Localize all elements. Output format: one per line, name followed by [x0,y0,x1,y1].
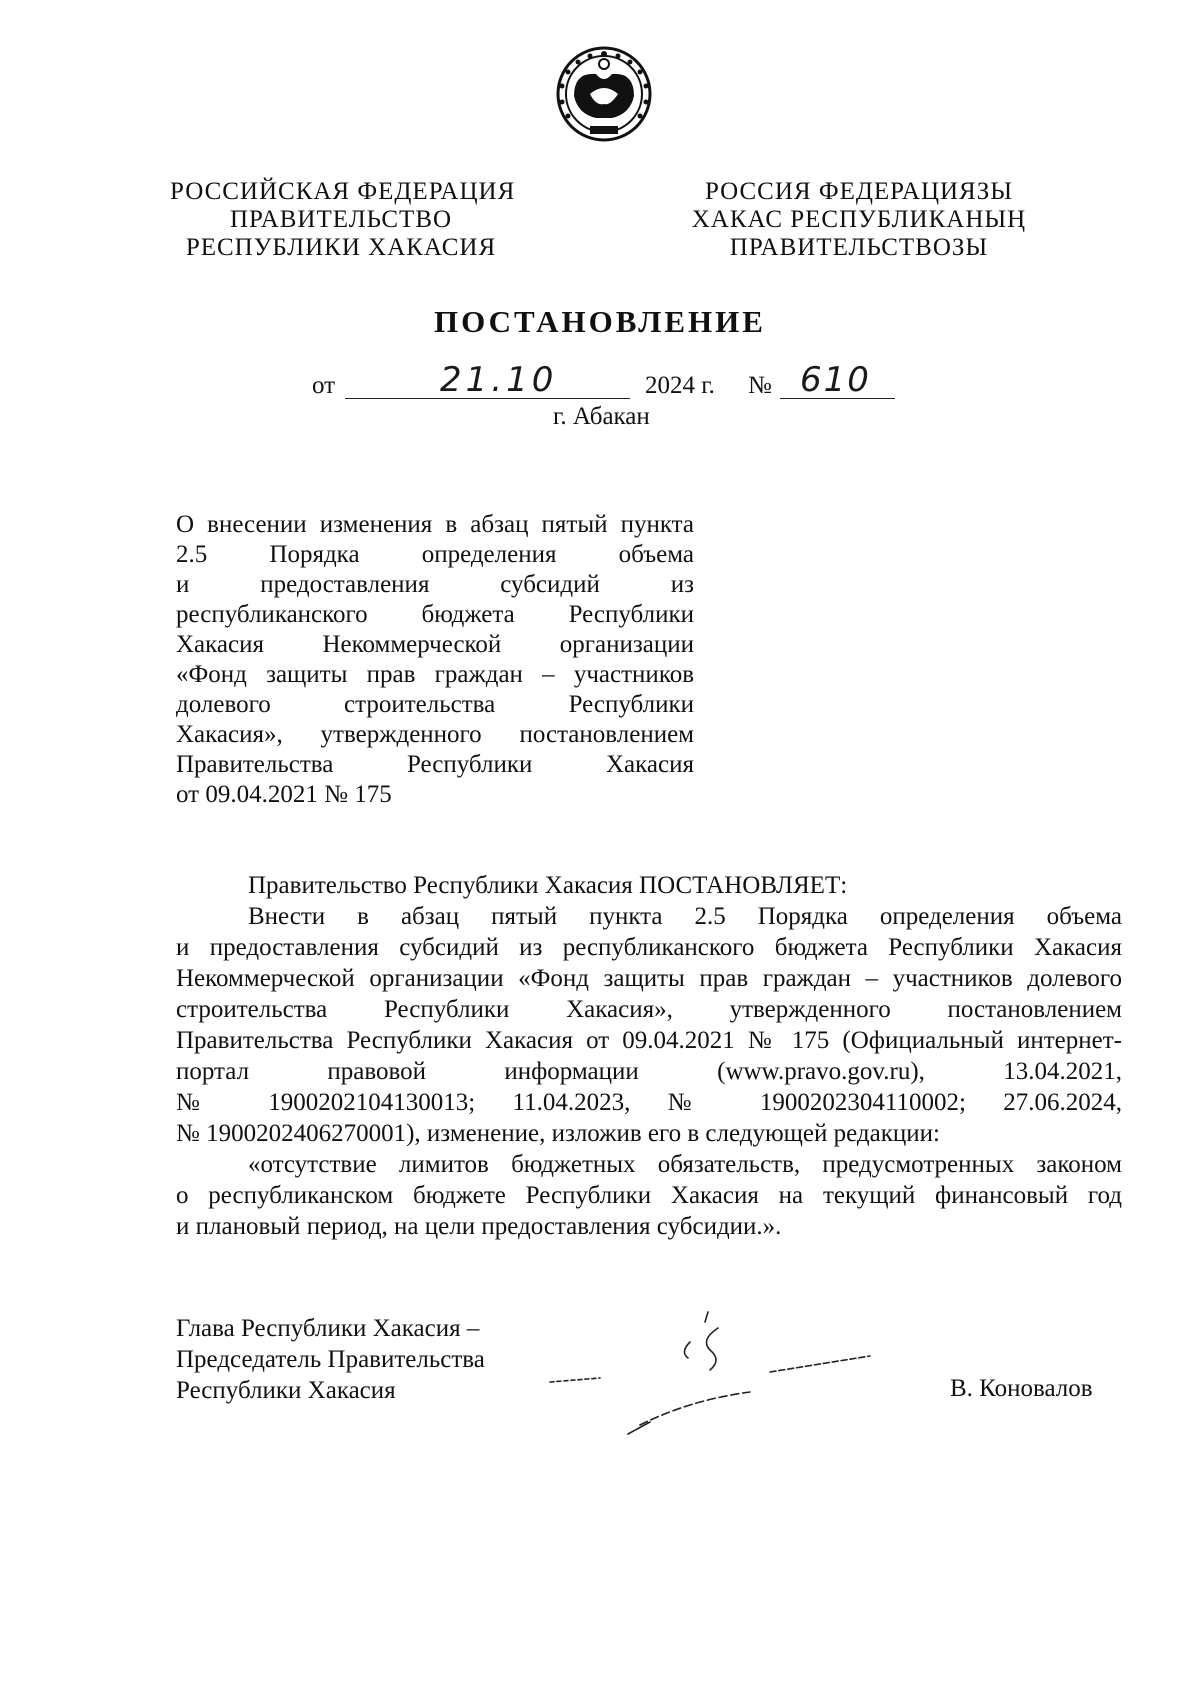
document-title: ПОСТАНОВЛЕНИЕ [434,304,766,339]
header-right [688,178,1030,262]
body-line: Правительства Республики Хакасия от 09.04.2021 № 175 (Официальный интернет- [176,1027,1122,1054]
body-line: портал правовой информации (www.pravo.gov.ru), 13.04.2021, [176,1058,1122,1085]
body-line: и плановый период, на цели предоставления субсидии.». [176,1213,782,1240]
body-line: строительства Республики Хакасия», утвержденного постановлением [176,996,1122,1023]
preamble: Правительство Республики Хакасия ПОСТАНОВЛЯЕТ: [248,872,848,899]
header-left-line-3: РЕСПУБЛИКИ ХАКАСИЯ [185,234,497,261]
subject-line: О внесении изменения в абзац пятый пункта [176,511,694,538]
body-line: № 1900202406270001), изменение, изложив его в следующей редакции: [176,1120,940,1147]
city: г. Абакан [553,403,650,430]
date-field [345,360,630,400]
body-line: Внести в абзац пятый пункта 2.5 Порядка определения объема [248,903,1122,930]
header-left [170,178,516,262]
header-left-line-1: РОССИЙСКАЯ ФЕДЕРАЦИЯ [170,178,516,205]
body-line: о республиканском бюджете Республики Хакасия на текущий финансовый год [176,1182,1122,1209]
number-field [780,360,895,400]
signatory-position-line: Председатель Правительства [176,1346,485,1373]
subject-line: «Фонд защиты прав граждан – участников [176,661,694,688]
handwritten-date: 21.10 [440,360,558,400]
body-line: и предоставления субсидий из республиканского бюджета Республики Хакасия [176,934,1122,961]
subject-line: республиканского бюджета Республики [176,601,694,628]
document-body [176,870,1122,1242]
body-line: «отсутствие лимитов бюджетных обязательств, предусмотренных законом [248,1151,1122,1178]
subject-line: Хакасия», утвержденного постановлением [176,721,694,748]
header-right-line-1: РОССИЯ ФЕДЕРАЦИЯЗЫ [704,178,1014,205]
body-line: Некоммерческой организации «Фонд защиты прав граждан – участников долевого [176,965,1122,992]
subject-line: долевого строительства Республики [176,691,694,718]
signatory-position-line: Республики Хакасия [176,1377,396,1404]
subject-block [176,510,694,810]
signatory-name: В. Коновалов [950,1375,1093,1402]
header-left-line-2: ПРАВИТЕЛЬСТВО [229,206,453,233]
subject-line: Правительства Республики Хакасия [176,751,694,778]
coat-of-arms-icon [550,44,658,144]
signatory-position-line: Глава Республики Хакасия – [176,1315,480,1342]
date-number-line [0,360,1200,402]
handwritten-number: 610 [800,360,871,400]
date-from-label: от [312,372,336,399]
header-right-line-2: ХАКАС РЕСПУБЛИКАНЫҢ [691,206,1027,233]
subject-line: от 09.04.2021 № 175 [176,781,392,808]
subject-line: и предоставления субсидий из [176,571,694,598]
date-year: 2024 г. [645,372,715,399]
signatory-position [176,1313,485,1406]
number-label: № [748,372,772,399]
header-right-line-3: ПРАВИТЕЛЬСТВОЗЫ [729,234,989,261]
subject-line: Хакасия Некоммерческой организации [176,631,694,658]
handwritten-signature-icon [540,1300,920,1460]
subject-line: 2.5 Порядка определения объема [176,541,694,568]
body-line: № 1900202104130013; 11.04.2023, № 1900202304110002; 27.06.2024, [176,1089,1122,1116]
